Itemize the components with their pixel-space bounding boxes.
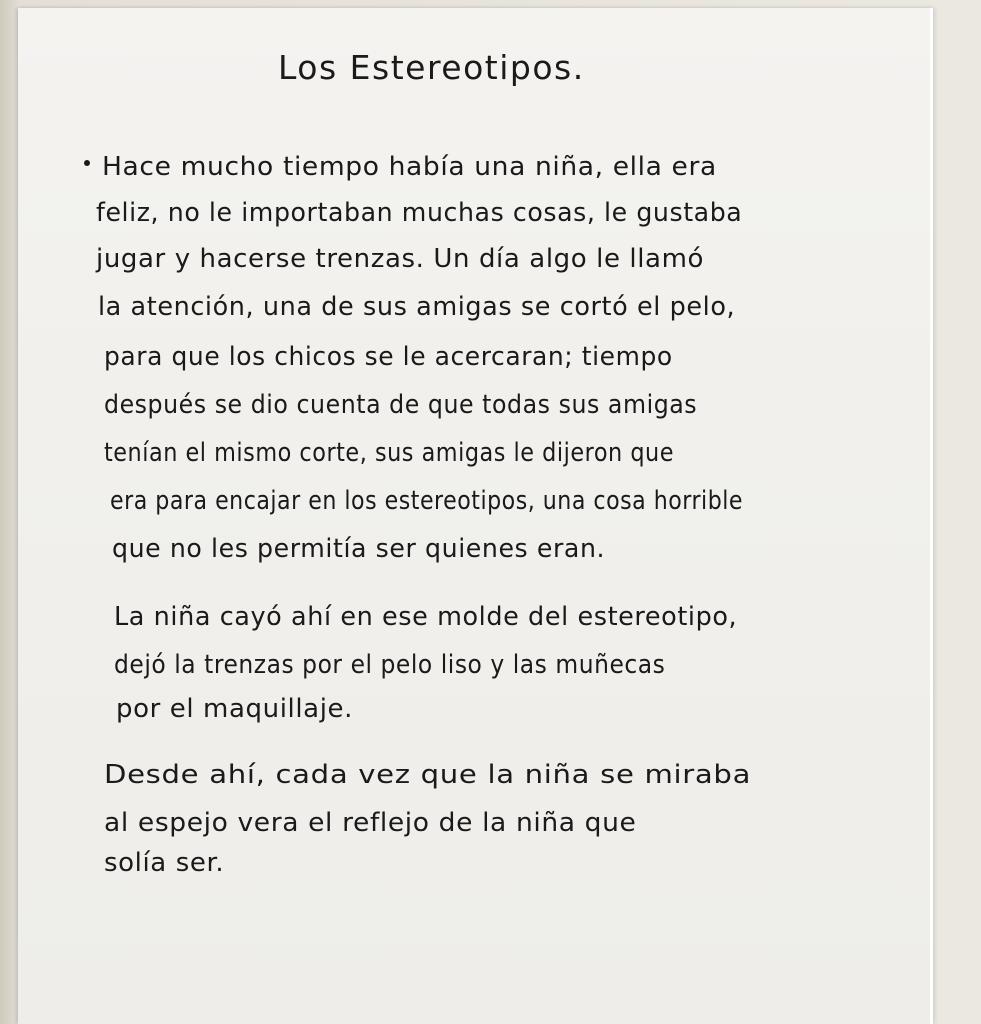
paper-edge: [930, 8, 933, 1024]
text-line-13: Desde ahí, cada vez que la niña se miraba: [104, 760, 752, 790]
text-line-10: La niña cayó ahí en ese molde del estereotipo,: [114, 602, 738, 632]
text-line-1: Hace mucho tiempo había una niña, ella era: [102, 152, 717, 182]
text-line-11: dejó la trenzas por el pelo liso y las muñecas: [114, 650, 666, 680]
text-line-9: que no les permitía ser quienes eran.: [112, 534, 606, 564]
page-title: Los Estereotipos.: [278, 48, 585, 87]
text-line-12: por el maquillaje.: [116, 694, 353, 724]
text-line-8: era para encajar en los estereotipos, una cosa horrible: [110, 486, 744, 516]
text-line-3: jugar y hacerse trenzas. Un día algo le llamó: [96, 244, 705, 274]
text-line-14: al espejo vera el reflejo de la niña que: [104, 808, 637, 838]
text-line-4: la atención, una de sus amigas se cortó el pelo,: [98, 292, 736, 322]
bullet-point: [84, 160, 90, 166]
text-line-7: tenían el mismo corte, sus amigas le dijeron que: [104, 438, 675, 468]
text-line-6: después se dio cuenta de que todas sus amigas: [104, 390, 698, 420]
text-line-5: para que los chicos se le acercaran; tiempo: [104, 342, 673, 372]
text-line-2: feliz, no le importaban muchas cosas, le gustaba: [96, 198, 743, 228]
text-line-15: solía ser.: [104, 848, 225, 878]
